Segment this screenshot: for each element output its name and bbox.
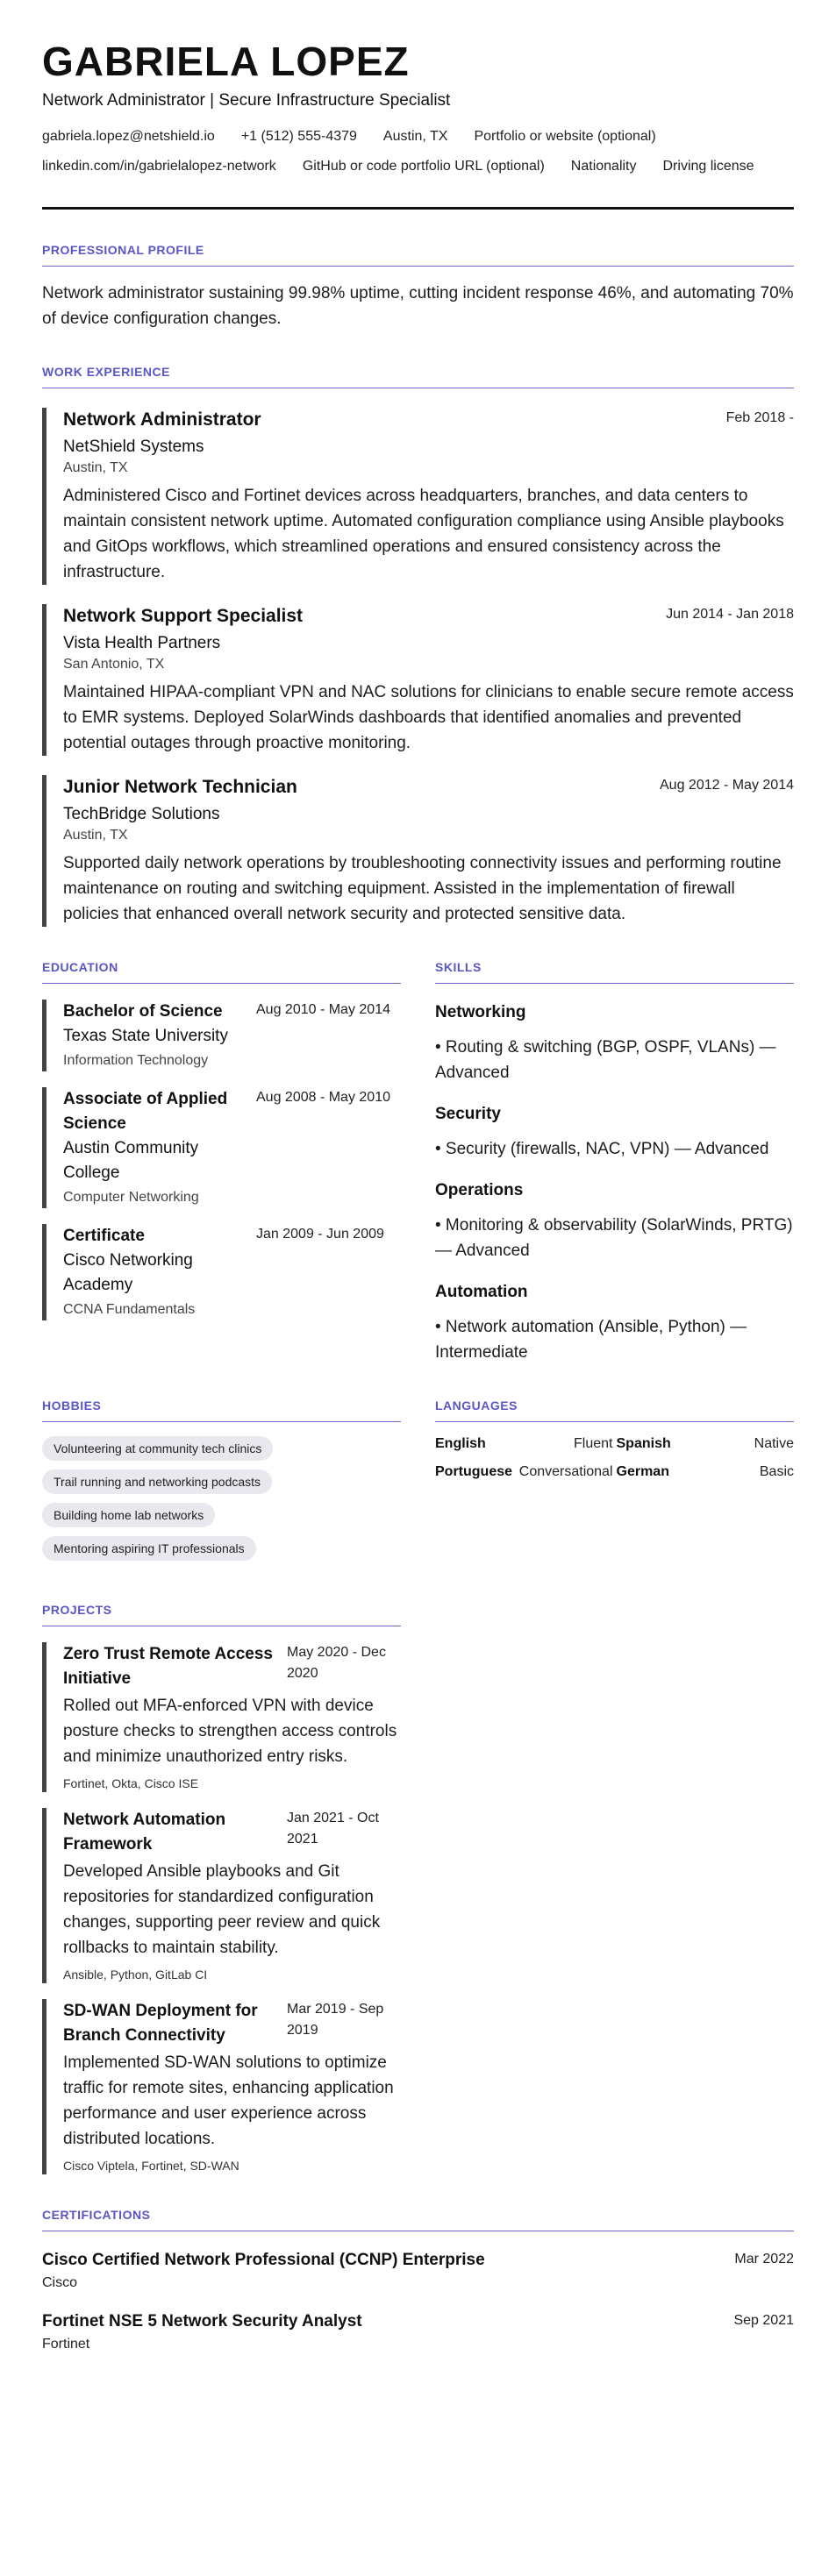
job-location: Austin, TX [63, 460, 128, 476]
language-level: Fluent [574, 1436, 613, 1452]
language-level: Conversational [518, 1464, 613, 1480]
language-name: Portuguese [435, 1464, 513, 1480]
school-name: Cisco Networking Academy [63, 1251, 193, 1295]
contact-info [42, 128, 794, 188]
languages-section [435, 1365, 794, 1569]
education-entry [42, 1000, 401, 1071]
skill-category: Networking [435, 1003, 526, 1022]
skills-section [435, 927, 794, 1365]
certification-entry [42, 2249, 794, 2293]
job-date: Aug 2012 - May 2014 [660, 778, 794, 793]
certification-name: Cisco Certified Network Professional (CCNP) Enterprise [42, 2251, 485, 2270]
degree-date: Jan 2009 - Jun 2009 [256, 1227, 384, 1242]
project-name: Network Automation Framework [63, 1811, 226, 1854]
header-divider [42, 207, 794, 210]
degree-date: Aug 2008 - May 2010 [256, 1090, 390, 1106]
contact-phone[interactable]: +1 (512) 555-4379 [240, 129, 357, 145]
candidate-name: GABRIELA LOPEZ [42, 39, 410, 84]
job-company: NetShield Systems [63, 438, 204, 457]
project-description: Developed Ansible playbooks and Git repositories for standardized configuration changes, supporting peer review and quick rollbacks to maintain stability. [63, 1862, 381, 1958]
section-title-work: WORK EXPERIENCE [42, 365, 794, 388]
field-of-study: Information Technology [63, 1053, 209, 1069]
resume-header [42, 40, 794, 210]
section-title-profile: PROFESSIONAL PROFILE [42, 243, 794, 267]
projects-row [42, 1569, 794, 2174]
field-of-study: Computer Networking [63, 1190, 199, 1206]
language-item [435, 1436, 613, 1452]
certification-entry [42, 2310, 794, 2354]
work-entry [42, 408, 794, 585]
certification-date: Sep 2021 [733, 2313, 794, 2329]
section-title-languages: LANGUAGES [435, 1398, 794, 1422]
work-section [42, 365, 794, 927]
project-technologies: Ansible, Python, GitLab CI [63, 1968, 208, 1982]
certification-issuer: Cisco [42, 2275, 78, 2291]
skill-group [435, 1179, 794, 1263]
contact-nationality: Nationality [570, 159, 637, 174]
project-description: Implemented SD-WAN solutions to optimize traffic for remote sites, enhancing application performance and user experience across distributed locations. [63, 2053, 394, 2149]
contact-email[interactable]: gabriela.lopez@netshield.io [42, 129, 215, 145]
project-name: Zero Trust Remote Access Initiative [63, 1645, 273, 1689]
section-title-skills: SKILLS [435, 960, 794, 984]
project-entry [42, 1808, 401, 1983]
education-entry [42, 1224, 401, 1320]
hobbies-section [42, 1365, 401, 1569]
project-date: Jan 2021 - Oct 2021 [287, 1811, 379, 1847]
contact-driving-license: Driving license [662, 159, 754, 174]
certification-name: Fortinet NSE 5 Network Security Analyst [42, 2312, 362, 2331]
degree-date: Aug 2010 - May 2014 [256, 1002, 390, 1018]
job-title: Network Support Specialist [63, 606, 304, 627]
contact-linkedin[interactable]: linkedin.com/in/gabrielalopez-network [42, 159, 276, 174]
hobby-chip: Volunteering at community tech clinics [42, 1436, 273, 1461]
job-location: Austin, TX [63, 828, 128, 843]
education-section [42, 927, 401, 1365]
section-title-projects: PROJECTS [42, 1603, 401, 1626]
work-entry [42, 604, 794, 756]
job-description: Administered Cisco and Fortinet devices across headquarters, branches, and data centers to maintain consistent network uptime. Automated configuration compliance using Ansible playbooks and GitOps workflows, which streamlined operations and ensured consistency across the infrastructure. [63, 487, 784, 582]
job-company: Vista Health Partners [63, 634, 221, 653]
job-title: Network Administrator [63, 409, 261, 431]
language-name: German [616, 1464, 669, 1480]
certifications-section [42, 2208, 794, 2354]
job-title: Junior Network Technician [63, 777, 297, 798]
school-name: Austin Community College [63, 1139, 199, 1183]
certification-issuer: Fortinet [42, 2337, 90, 2352]
section-title-certifications: CERTIFICATIONS [42, 2208, 794, 2231]
project-name: SD-WAN Deployment for Branch Connectivity [63, 2002, 258, 2046]
contact-github[interactable]: GitHub or code portfolio URL (optional) [302, 159, 545, 174]
job-description: Maintained HIPAA-compliant VPN and NAC solutions for clinicians to enable secure remote access to EMR systems. Deployed SolarWinds dashboards that identified anomalies and prevented potential outages through proactive monitoring. [63, 683, 794, 753]
degree-title: Bachelor of Science [63, 1002, 223, 1021]
skill-item: • Security (firewalls, NAC, VPN) — Advanced [435, 1140, 769, 1159]
field-of-study: CCNA Fundamentals [63, 1302, 196, 1318]
language-item [617, 1436, 795, 1452]
degree-title: Associate of Applied Science [63, 1090, 228, 1134]
project-entry [42, 1642, 401, 1792]
language-list [435, 1436, 794, 1480]
language-item [435, 1464, 613, 1480]
hobby-chip: Trail running and networking podcasts [42, 1469, 272, 1494]
school-name: Texas State University [63, 1027, 228, 1046]
skill-category: Operations [435, 1181, 524, 1200]
skill-category: Security [435, 1105, 501, 1124]
language-level: Native [754, 1436, 794, 1452]
job-description: Supported daily network operations by troubleshooting connectivity issues and performing routine maintenance on routing and switching equipment. Assisted in the implementation of firewall policies that enhanced overall network security and protected sensitive data. [63, 854, 782, 924]
language-item [617, 1464, 795, 1480]
project-date: May 2020 - Dec 2020 [287, 1645, 386, 1682]
skill-group [435, 1103, 794, 1162]
project-technologies: Fortinet, Okta, Cisco ISE [63, 1776, 199, 1791]
skill-group [435, 1281, 794, 1365]
projects-section [42, 1569, 401, 2174]
project-entry [42, 1999, 401, 2174]
section-title-education: EDUCATION [42, 960, 401, 984]
language-name: English [435, 1436, 486, 1452]
job-date: Jun 2014 - Jan 2018 [666, 607, 794, 623]
project-description: Rolled out MFA-enforced VPN with device posture checks to strengthen access controls and minimize unauthorized entry risks. [63, 1697, 397, 1767]
job-date: Feb 2018 - [725, 410, 794, 426]
hobby-chip: Building home lab networks [42, 1503, 215, 1527]
skill-item: • Network automation (Ansible, Python) — Intermediate [435, 1318, 747, 1363]
project-date: Mar 2019 - Sep 2019 [287, 2002, 384, 2039]
skill-category: Automation [435, 1283, 528, 1302]
section-title-hobbies: HOBBIES [42, 1398, 401, 1422]
hobbies-languages-row [42, 1365, 794, 1569]
skill-item: • Monitoring & observability (SolarWinds, PRTG) — Advanced [435, 1216, 793, 1261]
degree-title: Certificate [63, 1227, 145, 1246]
contact-location: Austin, TX [382, 129, 448, 145]
profile-summary: Network administrator sustaining 99.98% uptime, cutting incident response 46%, and automating 70% of device configuration changes. [42, 284, 794, 329]
job-company: TechBridge Solutions [63, 805, 220, 824]
language-level: Basic [759, 1464, 794, 1480]
education-entry [42, 1087, 401, 1208]
skill-item: • Routing & switching (BGP, OSPF, VLANs) — Advanced [435, 1038, 776, 1083]
hobby-chip: Mentoring aspiring IT professionals [42, 1536, 256, 1561]
project-technologies: Cisco Viptela, Fortinet, SD-WAN [63, 2159, 239, 2174]
candidate-headline: Network Administrator | Secure Infrastructure Specialist [42, 91, 451, 110]
language-name: Spanish [616, 1436, 671, 1452]
job-location: San Antonio, TX [63, 657, 165, 672]
certification-date: Mar 2022 [734, 2252, 794, 2267]
profile-section [42, 243, 794, 331]
skill-group [435, 1001, 794, 1085]
education-skills-row [42, 927, 794, 1365]
contact-portfolio[interactable]: Portfolio or website (optional) [474, 129, 656, 145]
hobby-list [42, 1436, 401, 1569]
work-entry [42, 775, 794, 927]
